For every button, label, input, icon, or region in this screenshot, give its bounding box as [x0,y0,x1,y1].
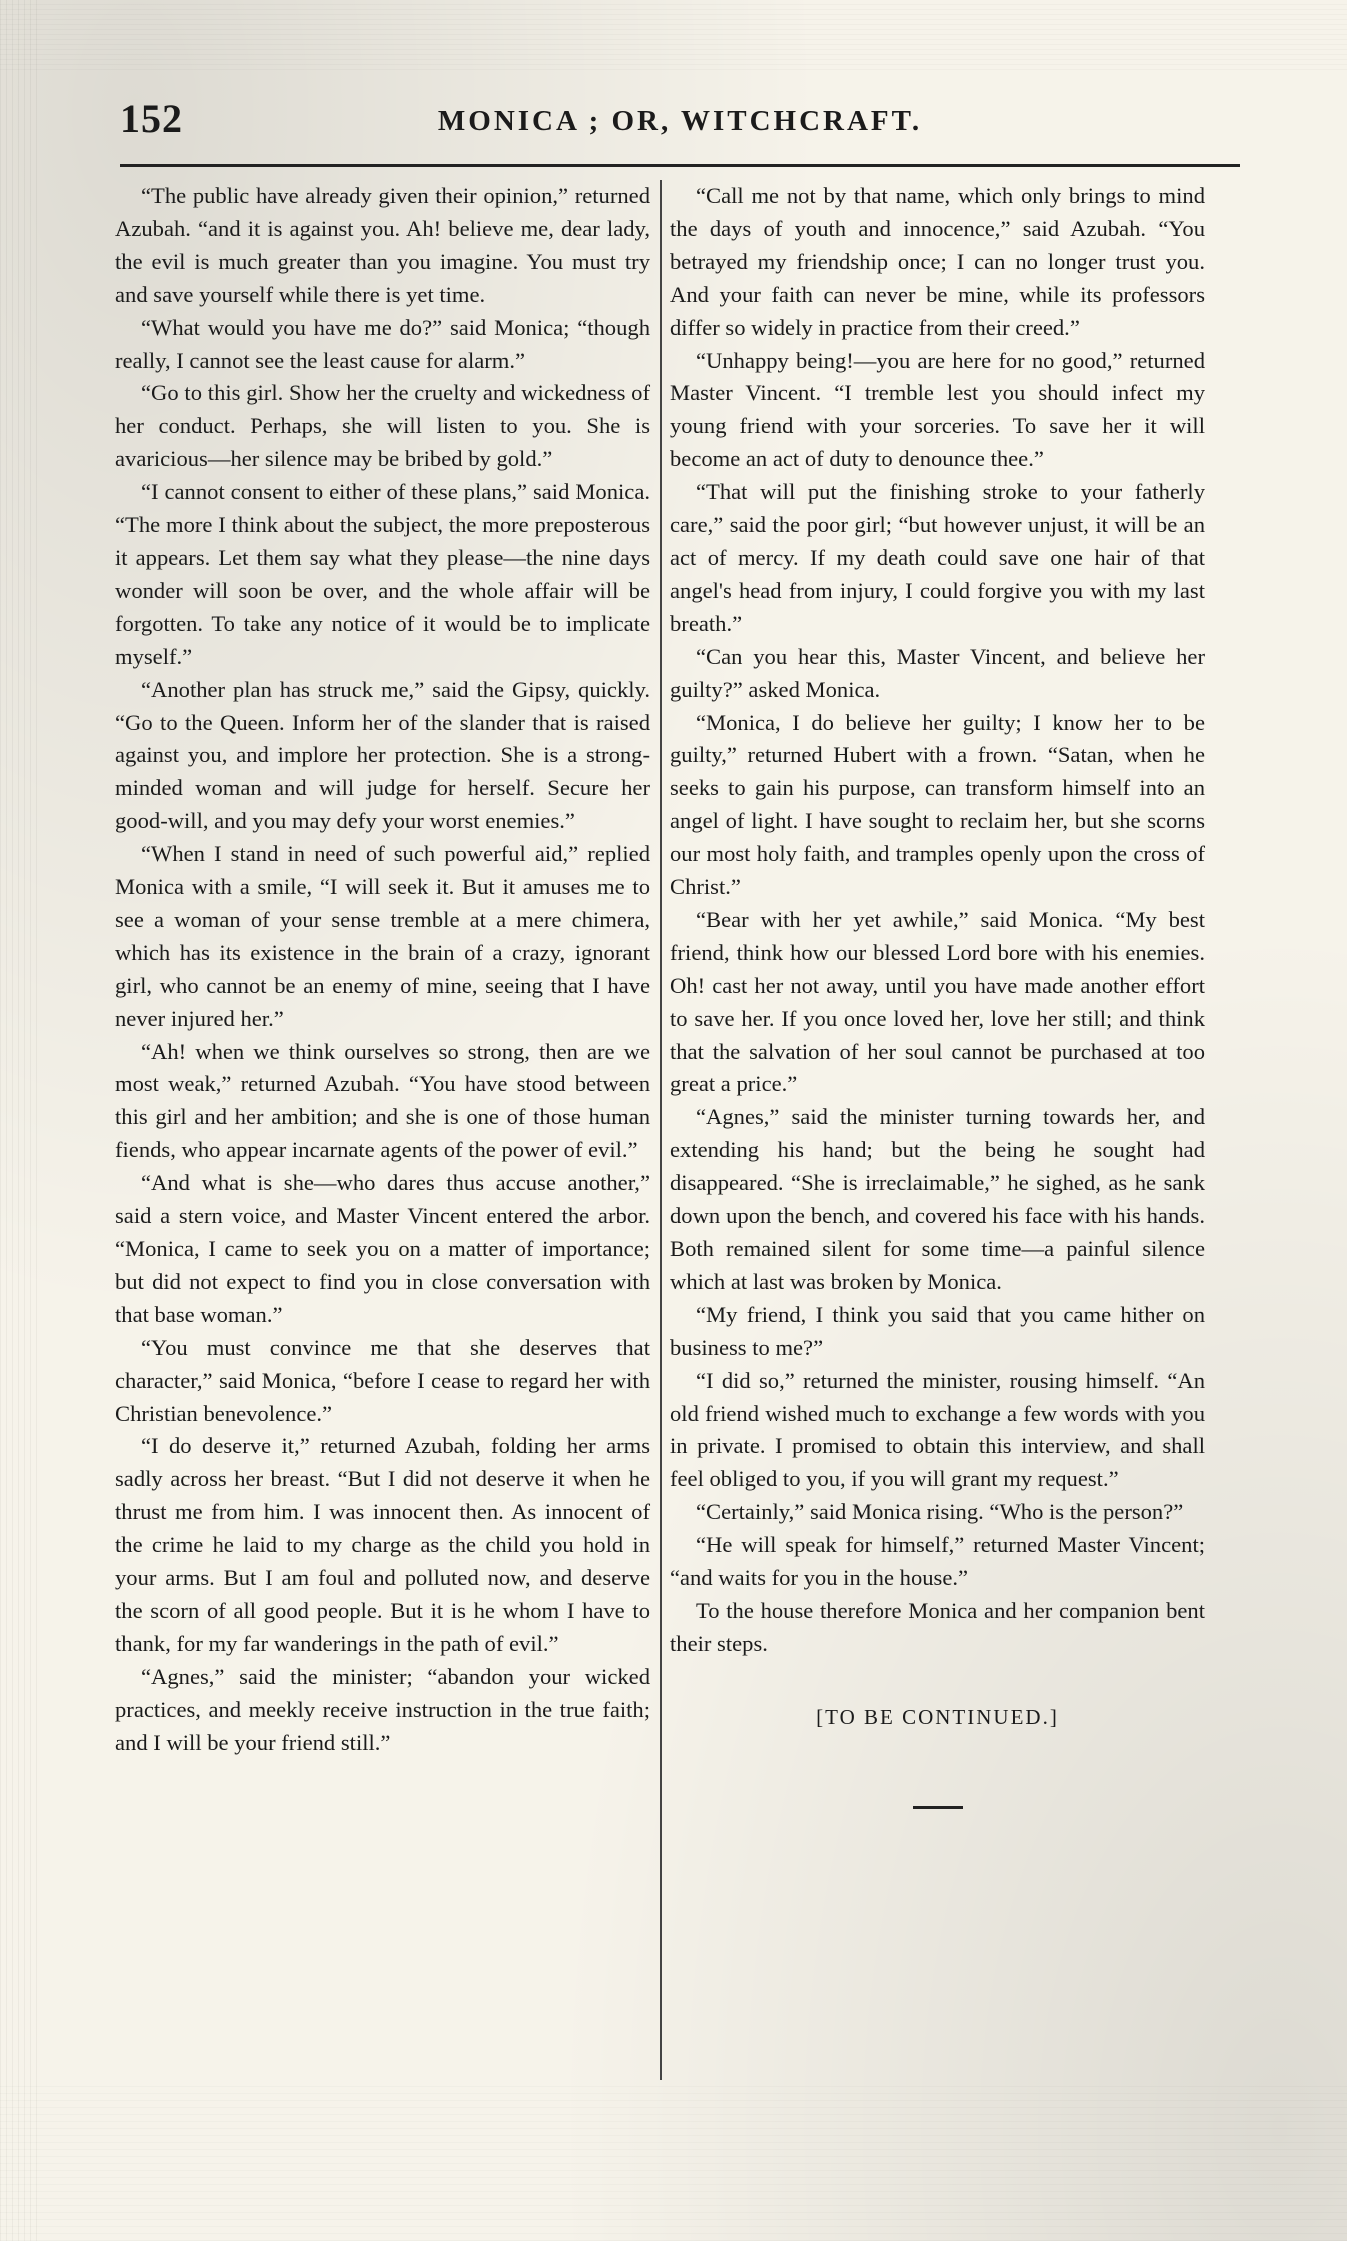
paragraph: “Ah! when we think ourselves so strong, then are we most weak,” returned Azubah. “You have stood between this girl and her ambition; and she is one of those human fiends, who appear incarnate agents of the power of evil.” [115,1038,650,1163]
page-header [120,95,1240,155]
paragraph: “Agnes,” said the minister; “abandon your wicked practices, and meekly receive instruction in the true faith; and I will be your friend still.” [115,1663,650,1755]
paragraph: “Certainly,” said Monica rising. “Who is the person?” [696,1499,1184,1525]
paragraph: “Can you hear this, Master Vincent, and believe her guilty?” asked Monica. [670,643,1205,702]
paragraph: “I do deserve it,” returned Azubah, folding her arms sadly across her breast. “But I did not deserve it when he thrust me from him. I was innocent then. As innocent of the crime he laid to my charge as the child you hold in your arms. But I am foul and polluted now, and deserve the scorn of all good people. But it is he whom I have to thank, for my far wanderings in the path of evil.” [115,1433,650,1656]
scan-noise-bottom [0,2081,1347,2241]
paragraph: “Unhappy being!—you are here for no good,” returned Master Vincent. “I tremble lest you should infect my young friend with your sorceries. To save her it will become an act of duty to denounce thee.” [670,347,1205,472]
paragraph: “I did so,” returned the minister, rousing himself. “An old friend wished much to exchange a few words with you in private. I promised to obtain this interview, and shall feel obliged to you, if you will grant my request.” [670,1367,1205,1492]
running-title: MONICA ; OR, WITCHCRAFT. [437,105,923,137]
paragraph: To the house therefore Monica and her companion bent their steps. [670,1597,1205,1656]
paragraph: “Monica, I do believe her guilty; I know her to be guilty,” returned Hubert with a frown. “Satan, when he seeks to gain his purpose, can transform himself into an angel of light. I have sought to reclaim her, but she scorns our most holy faith, and tramples openly upon the cross of Christ.” [670,709,1205,900]
paragraph: “Bear with her yet awhile,” said Monica. “My best friend, think how our blessed Lord bore with his enemies. Oh! cast her not away, until you have made another effort to save her. If you once loved her, love her still; and think that the salvation of her soul cannot be purchased at too great a price.” [670,906,1205,1097]
paragraph: “I cannot consent to either of these plans,” said Monica. “The more I think about the subject, the more preposterous it appears. Let them say what they please—the nine days wonder will soon be over, and the whole affair will be forgotten. To take any notice of it would be to implicate myself.” [115,479,650,669]
end-rule [913,1806,963,1809]
paragraph: “That will put the finishing stroke to your fatherly care,” said the poor girl; “but however unjust, it will be an act of mercy. If my death could save one hair of that angel's head from injury, I could forgive you with my last breath.” [670,479,1205,636]
header-rule [120,164,1240,167]
paragraph: “And what is she—who dares thus accuse another,” said a stern voice, and Master Vincent entered the arbor. “Monica, I came to seek you on a matter of importance; but did not expect to find you in close conversation with that base woman.” [115,1170,650,1327]
to-be-continued-note: [TO BE CONTINUED.] [816,1704,1059,1729]
paragraph: “Call me not by that name, which only brings to mind the days of youth and innocence,” said Azubah. “You betrayed my friendship once; I can no longer trust you. And your faith can never be mine, while its professors differ so widely in practice from their creed.” [670,183,1205,340]
page-number: 152 [120,96,183,141]
paragraph: “What would you have me do?” said Monica; “though really, I cannot see the least cause for alarm.” [115,314,650,373]
paragraph: “When I stand in need of such powerful aid,” replied Monica with a smile, “I will seek it. But it amuses me to see a woman of your sense tremble at a mere chimera, which has its existence in the brain of a crazy, ignorant girl, who cannot be an enemy of mine, seeing that I have never injured her.” [115,841,650,1031]
paragraph: “Agnes,” said the minister turning towards her, and extending his hand; but the being he sought had disappeared. “She is irreclaimable,” he sighed, as he sank down upon the bench, and covered his face with his hands. Both remained silent for some time—a painful silence which at last was broken by Monica. [670,1104,1205,1294]
scan-noise-top [0,0,1347,70]
column-divider [660,180,662,2080]
right-column [670,180,1205,1809]
paragraph: “Go to this girl. Show her the cruelty and wickedness of her conduct. Perhaps, she will listen to you. She is avaricious—her silence may be bribed by gold.” [115,380,650,472]
paragraph: “Another plan has struck me,” said the Gipsy, quickly. “Go to the Queen. Inform her of the slander that is raised against you, and implore her protection. She is a strong-minded woman and will judge for herself. Secure her good-will, and you may defy your worst enemies.” [115,676,650,834]
paragraph: “You must convince me that she deserves that character,” said Monica, “before I cease to regard her with Christian benevolence.” [115,1334,650,1426]
left-column [115,180,650,1760]
paragraph: “He will speak for himself,” returned Master Vincent; “and waits for you in the house.” [670,1532,1205,1591]
paragraph: “My friend, I think you said that you came hither on business to me?” [670,1301,1205,1360]
scan-noise-left [0,0,40,2241]
paragraph: “The public have already given their opinion,” returned Azubah. “and it is against you. Ah! believe me, dear lady, the evil is much greater than you imagine. You must try and save yourself while there is yet time. [115,183,650,307]
